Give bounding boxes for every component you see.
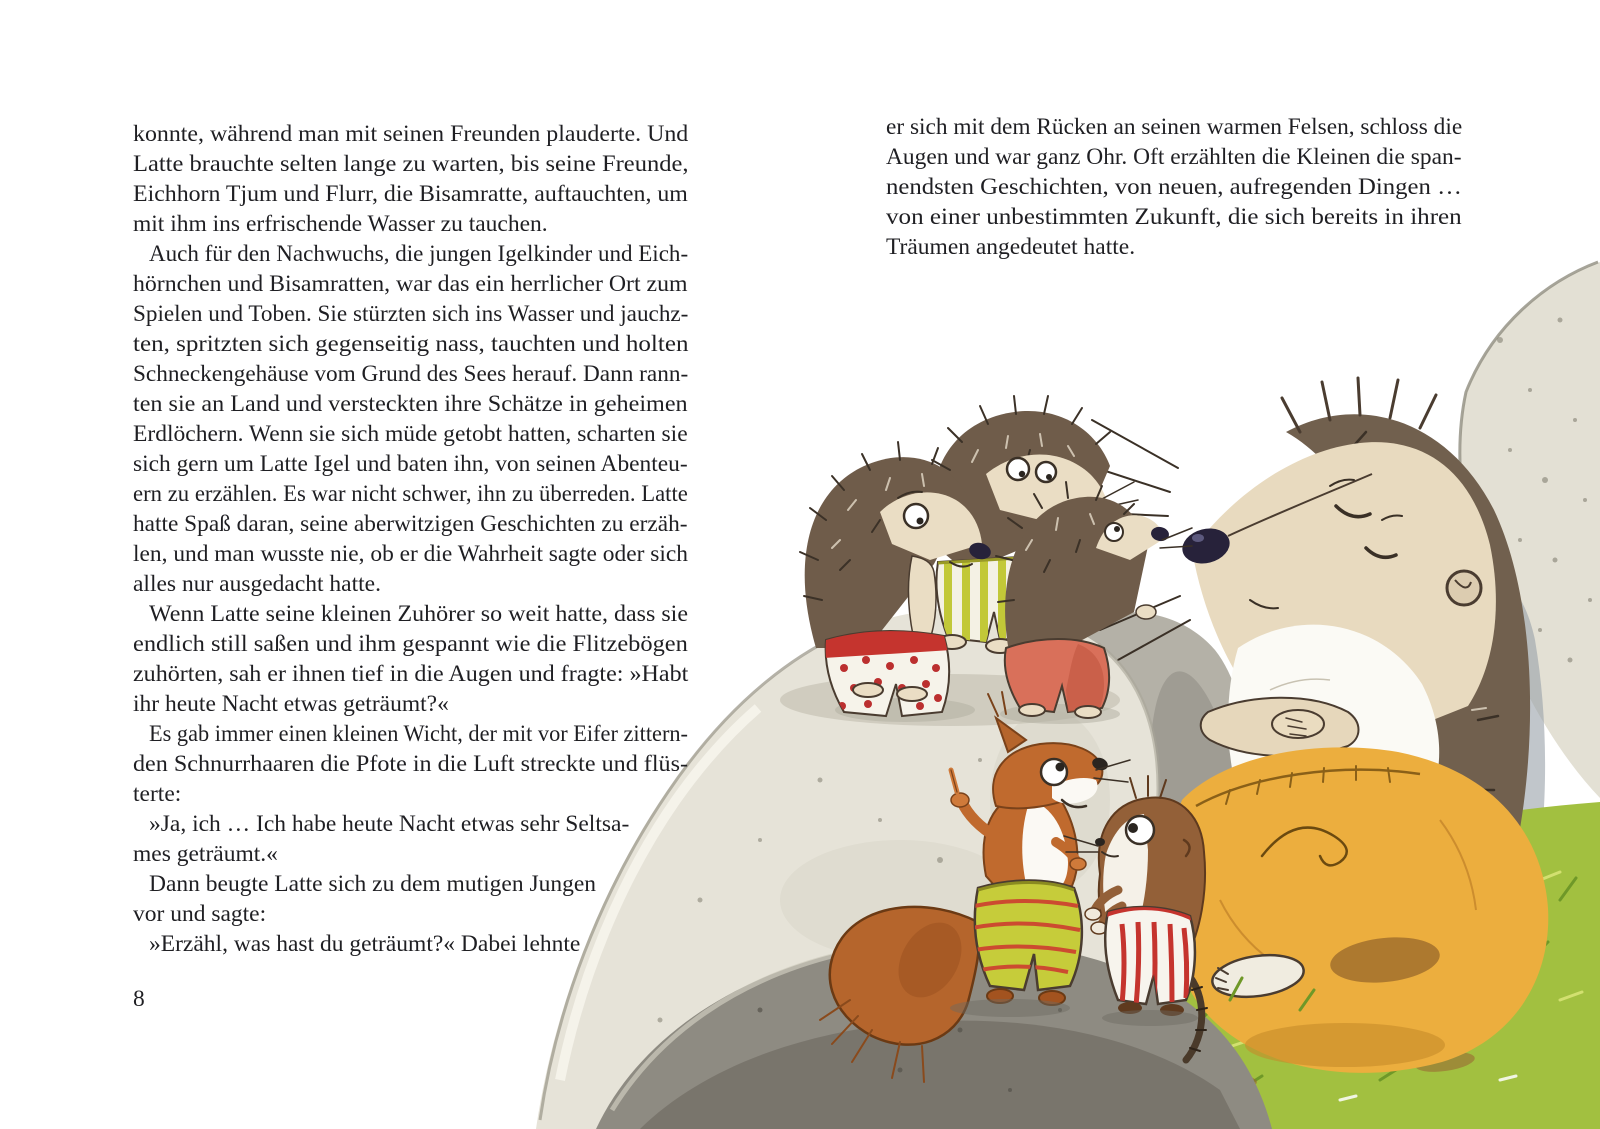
text-line-content: Augen und war ganz Ohr. Oft erzählten die Kleinen die span- <box>886 144 1462 170</box>
text-line <box>133 479 688 509</box>
text-line-content: hatte Spaß daran, seine aberwitzigen Geschichten zu erzäh- <box>133 511 688 537</box>
text-line-content: er sich mit dem Rücken an seinen warmen Felsen, schloss die <box>886 114 1463 140</box>
text-line <box>133 149 688 179</box>
text-line-content: ihr heute Nacht etwas geträumt?« <box>133 691 449 717</box>
text-line <box>133 539 688 569</box>
text-line <box>133 179 688 209</box>
text-line <box>133 719 688 749</box>
text-line-content: sich gern um Latte Igel und baten ihn, von seinen Abenteu- <box>133 451 688 477</box>
text-line-content: hörnchen und Bisamratten, war das ein herrlicher Ort zum <box>133 271 688 297</box>
text-line <box>133 899 688 929</box>
text-line-content: Erdlöchern. Wenn sie sich müde getobt hatten, scharten sie <box>133 421 688 447</box>
text-line <box>886 232 1462 262</box>
text-line <box>133 599 688 629</box>
page-number: 8 <box>133 986 145 1012</box>
text-line-content: alles nur ausgedacht hatte. <box>133 571 381 597</box>
text-line <box>133 869 688 899</box>
text-line-content: Auch für den Nachwuchs, die jungen Igelkinder und Eich- <box>149 241 689 267</box>
text-line <box>133 269 688 299</box>
text-line <box>133 329 688 359</box>
text-line <box>886 202 1462 232</box>
text-line <box>133 239 688 269</box>
text-line <box>886 172 1462 202</box>
text-line-content: len, und man wusste nie, ob er die Wahrheit sagte oder sich <box>133 541 688 567</box>
text-line-content: Spielen und Toben. Sie stürzten sich ins Wasser und jauchz- <box>133 301 689 327</box>
text-line <box>133 419 688 449</box>
text-line-content: nendsten Geschichten, von neuen, aufregenden Dingen … <box>886 174 1462 200</box>
text-line-content: Latte brauchte selten lange zu warten, bis seine Freunde, <box>133 151 689 177</box>
text-line-content: ern zu erzählen. Es war nicht schwer, ihn zu überreden. Latte <box>133 481 688 507</box>
text-line <box>133 689 688 719</box>
text-line <box>886 112 1462 142</box>
text-line <box>886 142 1462 172</box>
text-line <box>133 119 688 149</box>
text-line-content: konnte, während man mit seinen Freunden plauderte. Und <box>133 121 689 147</box>
text-line <box>133 569 688 599</box>
text-line-content: Träumen angedeutet hatte. <box>886 234 1136 260</box>
text-line-content: Eichhorn Tjum und Flurr, die Bisamratte, auftauchten, um <box>133 181 688 207</box>
text-line-content: den Schnurrhaaren die Pfote in die Luft streckte und flüs- <box>133 751 688 777</box>
text-line <box>133 629 688 659</box>
text-line-content: ten, spritzten sich gegenseitig nass, tauchten und holten <box>133 331 689 357</box>
text-line-content: ten sie an Land und versteckten ihre Schätze in geheimen <box>133 391 688 417</box>
text-line <box>133 389 688 419</box>
text-line <box>133 359 688 389</box>
text-line <box>133 509 688 539</box>
text-line <box>133 299 688 329</box>
text-line-content: von einer unbestimmten Zukunft, die sich bereits in ihren <box>886 204 1462 230</box>
left-page-text <box>133 119 688 959</box>
text-line-content: »Erzähl, was hast du geträumt?« Dabei lehnte <box>149 931 581 957</box>
text-line-content: Dann beugte Latte sich zu dem mutigen Jungen <box>149 871 597 897</box>
text-line-content: zuhörten, sah er ihnen tief in die Augen und fragte: »Habt <box>133 661 689 687</box>
text-line <box>133 659 688 689</box>
right-page-text <box>886 112 1462 262</box>
text-line <box>133 839 688 869</box>
text-line <box>133 929 688 959</box>
text-line <box>133 809 688 839</box>
text-line-content: »Ja, ich … Ich habe heute Nacht etwas sehr Seltsa- <box>149 811 630 837</box>
text-line <box>133 749 688 779</box>
hands <box>1272 710 1324 738</box>
text-line-content: Schneckengehäuse vom Grund des Sees herauf. Dann rann- <box>133 361 689 387</box>
text-line-content: mes geträumt.« <box>133 841 278 867</box>
text-line-content: Wenn Latte seine kleinen Zuhörer so weit hatte, dass sie <box>149 601 688 627</box>
squirrel-eye <box>1041 759 1067 785</box>
text-line-content: Es gab immer einen kleinen Wicht, der mit vor Eifer zittern- <box>149 721 688 747</box>
text-line <box>133 209 688 239</box>
text-line-content: vor und sagte: <box>133 901 267 927</box>
text-line <box>133 449 688 479</box>
text-line-content: mit ihm ins erfrischende Wasser zu tauchen. <box>133 211 548 237</box>
text-line-content: terte: <box>133 781 182 807</box>
muskrat-trousers <box>1105 907 1195 1004</box>
text-line-content: endlich still saßen und ihm gespannt wie die Flitzebögen <box>133 631 688 657</box>
text-line <box>133 779 688 809</box>
